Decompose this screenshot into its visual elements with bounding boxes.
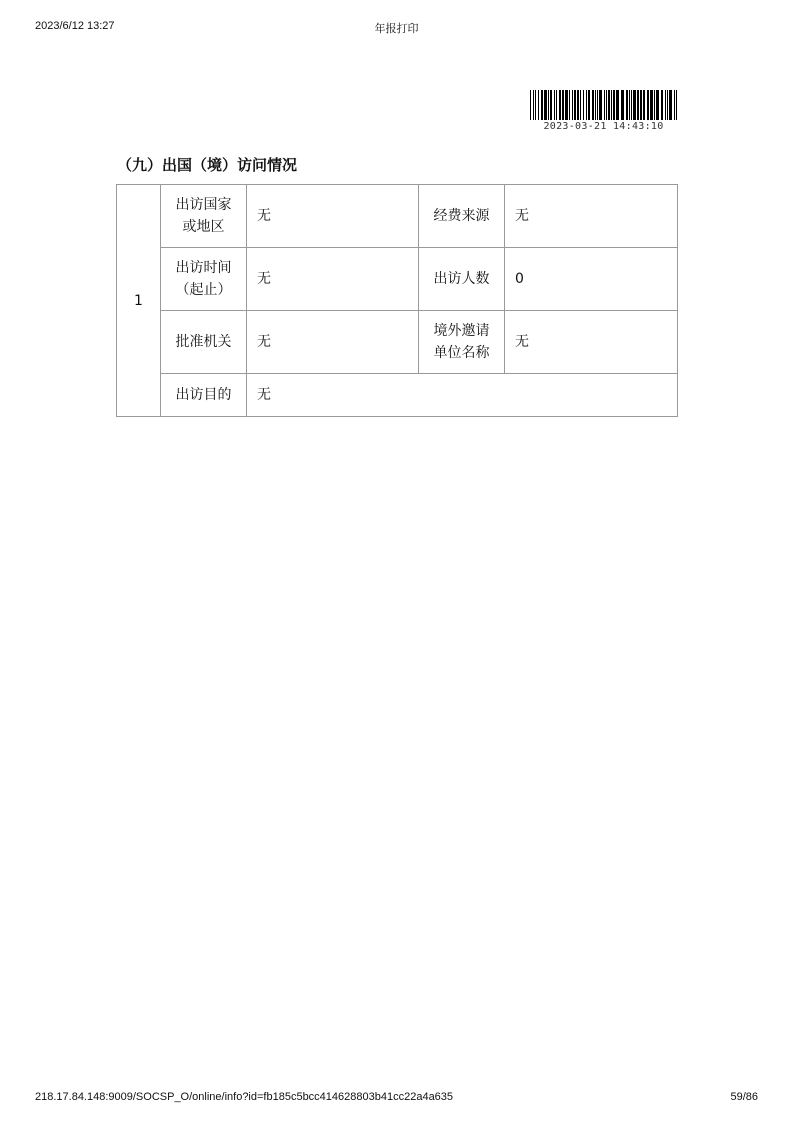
time-value: 无 (247, 248, 419, 311)
footer-url: 218.17.84.148:9009/SOCSP_O/online/info?id=fb185c5bcc414628803b41cc22a4a635 (35, 1091, 454, 1103)
approver-value: 无 (247, 311, 419, 374)
print-title: 年报打印 (374, 22, 419, 35)
row-index: 1 (117, 185, 161, 417)
inviter-label: 境外邀请单位名称 (419, 311, 505, 374)
inviter-value: 无 (505, 311, 678, 374)
approver-label: 批准机关 (161, 311, 247, 374)
purpose-value: 无 (247, 374, 678, 417)
country-label: 出访国家或地区 (161, 185, 247, 248)
time-label: 出访时间（起止） (161, 248, 247, 311)
print-datetime: 2023/6/12 13:27 (35, 20, 115, 32)
people-value: 0 (505, 248, 678, 311)
purpose-label: 出访目的 (161, 374, 247, 417)
barcode-image (530, 90, 677, 120)
funding-value: 无 (505, 185, 678, 248)
table-row (117, 311, 678, 374)
table-row (117, 185, 678, 248)
section-title: （九）出国（境）访问情况 (117, 156, 298, 174)
funding-label: 经费来源 (419, 185, 505, 248)
barcode-timestamp: 2023-03-21 14:43:10 (543, 121, 664, 132)
people-label: 出访人数 (419, 248, 505, 311)
table-row (117, 374, 678, 417)
table-row (117, 248, 678, 311)
page-number: 59/86 (730, 1091, 758, 1103)
visit-table (116, 184, 678, 417)
country-value: 无 (247, 185, 419, 248)
